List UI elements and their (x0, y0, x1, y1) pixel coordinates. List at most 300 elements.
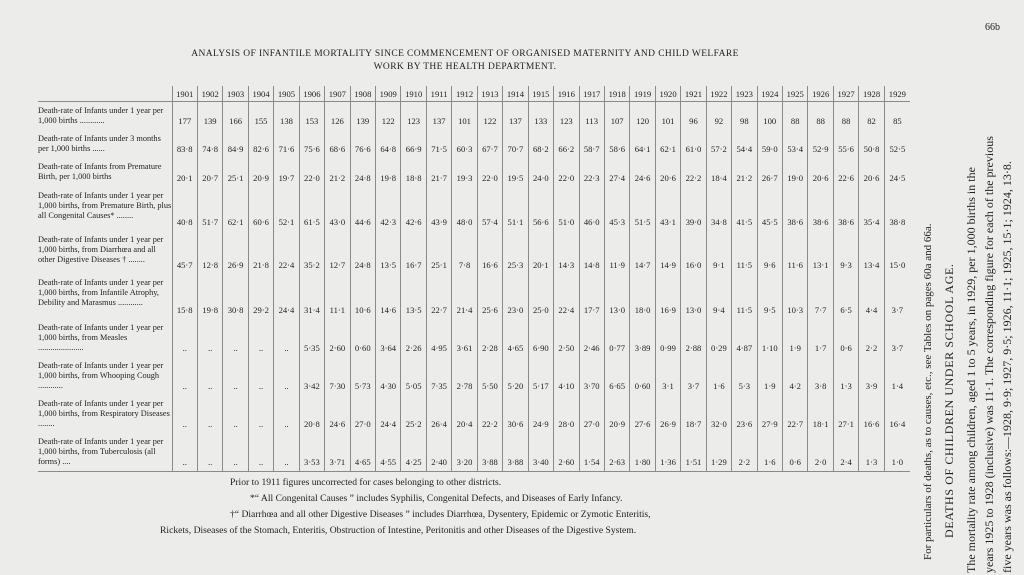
table-cell: 16·6 (477, 231, 502, 274)
table-cell: 60·3 (452, 130, 477, 158)
table-cell: 6·5 (833, 274, 858, 319)
table-cell: 3·88 (477, 433, 502, 472)
table-cell: 76·6 (350, 130, 375, 158)
table-cell: 22·3 (579, 158, 604, 187)
table-title (0, 48, 930, 74)
year-header: 1922 (706, 86, 731, 102)
table-cell: 51·5 (630, 187, 655, 231)
table-cell: 2·28 (477, 319, 502, 357)
year-header: 1917 (579, 86, 604, 102)
table-cell: 3·89 (630, 319, 655, 357)
year-header: 1910 (401, 86, 426, 102)
table-cell: 11·6 (783, 231, 808, 274)
table-cell: 3·7 (884, 319, 910, 357)
table-cell: 1·9 (757, 357, 782, 395)
table-cell: 1·3 (859, 433, 884, 472)
table-cell: 42·3 (376, 187, 401, 231)
table-cell: 12·8 (197, 231, 222, 274)
table-cell: 153 (299, 102, 324, 131)
table-cell: 24·4 (274, 274, 299, 319)
table-cell: .. (172, 319, 197, 357)
row-label: Death-rate of Infants under 1 year per 1,000 births, from Measles ...................... (38, 323, 164, 352)
table-cell: 27·6 (630, 395, 655, 433)
table-cell: 5·35 (299, 319, 324, 357)
table-cell: 82·6 (248, 130, 273, 158)
table-cell: .. (248, 395, 273, 433)
table-cell: 113 (579, 102, 604, 131)
table-cell: 58·7 (579, 130, 604, 158)
table-cell: 20·4 (452, 395, 477, 433)
table-cell: 19·7 (274, 158, 299, 187)
table-cell: 2·46 (579, 319, 604, 357)
side-heading: DEATHS OF CHILDREN UNDER SCHOOL AGE. (942, 263, 956, 538)
table-cell: 27·4 (604, 158, 629, 187)
table-cell: .. (197, 357, 222, 395)
table-cell: 9·3 (833, 231, 858, 274)
table-cell: 13·5 (401, 274, 426, 319)
table-cell: 2·88 (681, 319, 706, 357)
year-header: 1918 (604, 86, 629, 102)
table-cell: 10·3 (783, 274, 808, 319)
table-cell: 38·8 (884, 187, 910, 231)
table-cell: 126 (325, 102, 350, 131)
year-header: 1919 (630, 86, 655, 102)
table-cell: 16·0 (681, 231, 706, 274)
table-cell: 22·2 (681, 158, 706, 187)
table-row (38, 433, 910, 472)
table-cell: 2·40 (426, 433, 451, 472)
table-cell: .. (248, 357, 273, 395)
table-cell: 29·2 (248, 274, 273, 319)
table-cell: 68·2 (528, 130, 553, 158)
table-cell: 14·3 (554, 231, 579, 274)
table-cell: 2·78 (452, 357, 477, 395)
table-cell: 120 (630, 102, 655, 131)
table-cell: 6·90 (528, 319, 553, 357)
table-cell: 21·2 (732, 158, 757, 187)
table-cell: 22·6 (833, 158, 858, 187)
table-cell: 0·6 (833, 319, 858, 357)
table-cell: 24·6 (325, 395, 350, 433)
table-cell: 45·5 (757, 187, 782, 231)
table-cell: .. (197, 433, 222, 472)
table-cell: 30·6 (503, 395, 528, 433)
table-cell: 74·8 (197, 130, 222, 158)
table-cell: .. (274, 319, 299, 357)
table-cell: 38·6 (833, 187, 858, 231)
table-cell: 107 (604, 102, 629, 131)
table-cell: 25·1 (426, 231, 451, 274)
table-cell: 13·5 (376, 231, 401, 274)
table-cell: 19·5 (503, 158, 528, 187)
table-row (38, 102, 910, 131)
table-cell: 3·7 (681, 357, 706, 395)
table-cell: 22·4 (554, 274, 579, 319)
table-cell: .. (172, 357, 197, 395)
table-cell: 51·7 (197, 187, 222, 231)
table-cell: 3·88 (503, 433, 528, 472)
table-cell: 3·20 (452, 433, 477, 472)
table-cell: 51·0 (554, 187, 579, 231)
table-cell: 13·4 (859, 231, 884, 274)
table-cell: 21·7 (426, 158, 451, 187)
table-cell: 3·9 (859, 357, 884, 395)
table-cell: .. (274, 357, 299, 395)
table-cell: 14·8 (579, 231, 604, 274)
table-cell: .. (223, 433, 248, 472)
year-header: 1928 (859, 86, 884, 102)
table-cell: 133 (528, 102, 553, 131)
table-cell: 41·5 (732, 187, 757, 231)
year-header: 1906 (299, 86, 324, 102)
table-cell: 52·1 (274, 187, 299, 231)
note-digestive-diseases-cont: Rickets, Diseases of the Stomach, Enteritis, Obstruction of Intestine, Peritonitis and other Diseases of the Digestive System. (160, 525, 637, 536)
table-cell: 24·0 (528, 158, 553, 187)
table-cell: 64·1 (630, 130, 655, 158)
table-cell: 24·5 (884, 158, 910, 187)
table-cell: 1·9 (783, 319, 808, 357)
table-cell: 24·8 (350, 158, 375, 187)
table-cell: 25·0 (528, 274, 553, 319)
table-cell: 18·0 (630, 274, 655, 319)
table-cell: 0·77 (604, 319, 629, 357)
table-cell: 122 (376, 102, 401, 131)
table-cell: 139 (197, 102, 222, 131)
table-cell: 11·9 (604, 231, 629, 274)
table-cell: 2·4 (833, 433, 858, 472)
table-cell: 1·3 (833, 357, 858, 395)
table-cell: 13·1 (808, 231, 833, 274)
table-cell: 177 (172, 102, 197, 131)
year-header: 1925 (783, 86, 808, 102)
table-cell: 55·6 (833, 130, 858, 158)
side-body-line-3: five years was as follows:—1928, 9·9; 1927, 9·5; 1926, 11·1; 1925, 15·1; 1924, 13·8. (1000, 161, 1014, 573)
table-cell: 2·50 (554, 319, 579, 357)
table-cell: 22·0 (299, 158, 324, 187)
table-cell: 20·7 (197, 158, 222, 187)
table-cell: 0·99 (655, 319, 680, 357)
table-cell: 4·87 (732, 319, 757, 357)
table-cell: 44·6 (350, 187, 375, 231)
table-cell: 1·0 (884, 433, 910, 472)
table-cell: 4·25 (401, 433, 426, 472)
table-cell: 1·54 (579, 433, 604, 472)
table-cell: 20·8 (299, 395, 324, 433)
table-cell: 18·4 (706, 158, 731, 187)
table-cell: 42·6 (401, 187, 426, 231)
table-cell: 21·4 (452, 274, 477, 319)
table-cell: 27·9 (757, 395, 782, 433)
table-cell: 22·0 (477, 158, 502, 187)
year-header: 1927 (833, 86, 858, 102)
year-header: 1912 (452, 86, 477, 102)
title-line-1: ANALYSIS OF INFANTILE MORTALITY SINCE COMMENCEMENT OF ORGANISED MATERNITY AND CHILD WELFARE (191, 49, 739, 59)
title-line-2: WORK BY THE HEALTH DEPARTMENT. (373, 62, 557, 72)
table-cell: 19·8 (376, 158, 401, 187)
table-cell: 19·8 (197, 274, 222, 319)
note-congenital-causes: *“ All Congenital Causes ” includes Syphilis, Congenital Defects, and Diseases of Early Infancy. (250, 493, 623, 504)
table-cell: 9·4 (706, 274, 731, 319)
table-cell: 11·1 (325, 274, 350, 319)
row-label: Death-rate of Infants under 1 year per 1,000 births, from Respiratory Diseases ........ (38, 399, 170, 428)
table-cell: 3·64 (376, 319, 401, 357)
table-cell: 43·1 (655, 187, 680, 231)
table-cell: 5·3 (732, 357, 757, 395)
table-cell: 24·8 (350, 231, 375, 274)
year-header: 1929 (884, 86, 910, 102)
table-cell: 5·73 (350, 357, 375, 395)
table-cell: 3·7 (884, 274, 910, 319)
table-cell: 23·0 (503, 274, 528, 319)
table-cell: 27·1 (833, 395, 858, 433)
table-cell: 10·6 (350, 274, 375, 319)
table-cell: 166 (223, 102, 248, 131)
table-cell: 11·5 (732, 274, 757, 319)
side-section (912, 68, 1024, 573)
table-cell: 28·0 (554, 395, 579, 433)
table-cell: 34·8 (706, 187, 731, 231)
table-cell: 138 (274, 102, 299, 131)
table-cell: 88 (808, 102, 833, 131)
table-cell: 12·7 (325, 231, 350, 274)
table-cell: 22·4 (274, 231, 299, 274)
table-cell: 4·2 (783, 357, 808, 395)
year-header: 1921 (681, 86, 706, 102)
table-cell: 62·1 (655, 130, 680, 158)
table-cell: 23·6 (732, 395, 757, 433)
table-row (38, 319, 910, 357)
table-cell: 2·2 (732, 433, 757, 472)
year-header: 1926 (808, 86, 833, 102)
table-cell: 123 (554, 102, 579, 131)
table-cell: 9·5 (757, 274, 782, 319)
infant-mortality-table (38, 86, 910, 472)
table-cell: 4·4 (859, 274, 884, 319)
table-row (38, 357, 910, 395)
table-cell: 20·9 (604, 395, 629, 433)
table-cell: 3·40 (528, 433, 553, 472)
table-cell: 25·6 (477, 274, 502, 319)
table-cell: 96 (681, 102, 706, 131)
table-cell: 24·9 (528, 395, 553, 433)
table-cell: 6·65 (604, 357, 629, 395)
table-cell: 0·6 (783, 433, 808, 472)
table-cell: 14·9 (655, 231, 680, 274)
table-cell: 2·26 (401, 319, 426, 357)
table-cell: 19·3 (452, 158, 477, 187)
table-cell: .. (223, 357, 248, 395)
row-label: Death-rate of Infants under 1 year per 1,000 births, from Premature Birth, plus all Congenital Causes* ........ (38, 191, 172, 220)
table-cell: 54·4 (732, 130, 757, 158)
table-cell: 18·7 (681, 395, 706, 433)
table-row (38, 187, 910, 231)
table-cell: 9·1 (706, 231, 731, 274)
year-header-row (38, 86, 910, 102)
table-cell: 66·2 (554, 130, 579, 158)
table-cell: 3·42 (299, 357, 324, 395)
table-cell: 52·9 (808, 130, 833, 158)
table-cell: 22·7 (426, 274, 451, 319)
table-cell: 7·35 (426, 357, 451, 395)
table-cell: 40·8 (172, 187, 197, 231)
table-cell: 2·60 (554, 433, 579, 472)
row-label: Death-rate of Infants under 1 year per 1,000 births ............ (38, 106, 164, 125)
table-cell: 30·8 (223, 274, 248, 319)
table-cell: 2·2 (859, 319, 884, 357)
table-cell: 35·4 (859, 187, 884, 231)
table-cell: 1·6 (706, 357, 731, 395)
table-cell: 5·05 (401, 357, 426, 395)
table-cell: 100 (757, 102, 782, 131)
row-label: Death-rate of Infants under 1 year per 1,000 births, from Whooping Cough ............ (38, 361, 164, 390)
table-cell: 75·6 (299, 130, 324, 158)
table-cell: 7·8 (452, 231, 477, 274)
table-cell: 71·5 (426, 130, 451, 158)
table-cell: 18·1 (808, 395, 833, 433)
table-cell: 1·29 (706, 433, 731, 472)
row-label: Death-rate of Infants under 3 months per 1,000 births ...... (38, 134, 161, 153)
table-cell: 3·70 (579, 357, 604, 395)
year-header: 1913 (477, 86, 502, 102)
table-cell: 39·0 (681, 187, 706, 231)
year-header: 1909 (376, 86, 401, 102)
table-cell: 21·8 (248, 231, 273, 274)
table-cell: .. (274, 395, 299, 433)
table-cell: 52·5 (884, 130, 910, 158)
note-digestive-diseases: †“ Diarrhœa and all other Digestive Diseases ” includes Diarrhœa, Dysentery, Epidemic or Zymotic Enteritis, (230, 509, 651, 520)
table-cell: 2·63 (604, 433, 629, 472)
table-cell: 27·0 (350, 395, 375, 433)
year-header: 1903 (223, 86, 248, 102)
row-label: Death-rate of Infants under 1 year per 1,000 births, from Infantile Atrophy, Debility and Marasmus ............ (38, 278, 164, 307)
table-cell: 61·5 (299, 187, 324, 231)
table-cell: 4·55 (376, 433, 401, 472)
table-cell: 88 (833, 102, 858, 131)
table-cell: 68·6 (325, 130, 350, 158)
table-cell: 92 (706, 102, 731, 131)
table-cell: 25·3 (503, 231, 528, 274)
page-number: 66b (985, 22, 1000, 33)
table-cell: .. (223, 395, 248, 433)
table-cell: 18·8 (401, 158, 426, 187)
year-header: 1905 (274, 86, 299, 102)
year-header: 1907 (325, 86, 350, 102)
table-cell: 4·65 (350, 433, 375, 472)
table-cell: 51·1 (503, 187, 528, 231)
row-label: Death-rate of Infants under 1 year per 1,000 births, from Tuberculosis (all forms) .... (38, 433, 172, 472)
table-cell: 60·6 (248, 187, 273, 231)
table-cell: 88 (783, 102, 808, 131)
side-body-line-2: years 1925 to 1928 (inclusive) was 11·1. The corresponding figure for each of the previous (982, 136, 996, 573)
table-cell: .. (172, 395, 197, 433)
year-header: 1902 (197, 86, 222, 102)
table-cell: 46·0 (579, 187, 604, 231)
table-cell: 25·1 (223, 158, 248, 187)
table-cell: 2·0 (808, 433, 833, 472)
table-cell: 122 (477, 102, 502, 131)
side-footnote: For particulars of deaths, as to causes, etc., see Tables on pages 60a and 66a. (922, 223, 934, 560)
table-cell: 139 (350, 102, 375, 131)
year-header: 1920 (655, 86, 680, 102)
row-label: Death-rate of Infants under 1 year per 1,000 births, from Diarrhœa and all other Digestive Diseases † ........ (38, 235, 164, 264)
table-cell: 16·9 (655, 274, 680, 319)
table-cell: 15·0 (884, 231, 910, 274)
table-cell: 22·0 (554, 158, 579, 187)
table-cell: 64·8 (376, 130, 401, 158)
table-cell: 137 (426, 102, 451, 131)
table-cell: .. (197, 319, 222, 357)
table-cell: 7·30 (325, 357, 350, 395)
table-cell: 57·2 (706, 130, 731, 158)
table-cell: 16·7 (401, 231, 426, 274)
table-cell: 20·6 (859, 158, 884, 187)
table-cell: 20·1 (172, 158, 197, 187)
table-cell: 26·7 (757, 158, 782, 187)
year-header: 1915 (528, 86, 553, 102)
table-row (38, 158, 910, 187)
note-prior-1911: Prior to 1911 figures uncorrected for cases belonging to other districts. (230, 477, 502, 488)
table-cell: 20·1 (528, 231, 553, 274)
table-cell: 50·8 (859, 130, 884, 158)
table-cell: 1·10 (757, 319, 782, 357)
table-cell: 70·7 (503, 130, 528, 158)
table-cell: 14·6 (376, 274, 401, 319)
side-body-line-1: The mortality rate among children, aged 1 to 5 years, in 1929, per 1,000 births in the (964, 167, 978, 573)
table-cell: 4·95 (426, 319, 451, 357)
table-cell: 1·6 (757, 433, 782, 472)
table-cell: 67·7 (477, 130, 502, 158)
table-cell: 13·0 (604, 274, 629, 319)
table-cell: 4·65 (503, 319, 528, 357)
table-cell: 101 (452, 102, 477, 131)
table-cell: 4·10 (554, 357, 579, 395)
table-cell: 20·6 (808, 158, 833, 187)
year-header: 1924 (757, 86, 782, 102)
table-cell: 11·5 (732, 231, 757, 274)
table-cell: 82 (859, 102, 884, 131)
table-row (38, 130, 910, 158)
table-cell: 32·0 (706, 395, 731, 433)
table-cell: 25·2 (401, 395, 426, 433)
table-cell: 59·0 (757, 130, 782, 158)
table-cell: .. (223, 319, 248, 357)
table-cell: 71·6 (274, 130, 299, 158)
table-cell: 0·60 (630, 357, 655, 395)
table-cell: 123 (401, 102, 426, 131)
table-cell: 38·6 (808, 187, 833, 231)
table-cell: .. (248, 433, 273, 472)
table-cell: 3·61 (452, 319, 477, 357)
table-cell: 43·0 (325, 187, 350, 231)
table-cell: 98 (732, 102, 757, 131)
row-label: Death-rate of Infants from Premature Birth, per 1,000 births (38, 162, 162, 181)
table-cell: .. (197, 395, 222, 433)
table-cell: 45·7 (172, 231, 197, 274)
table-cell: .. (172, 433, 197, 472)
table-cell: 26·9 (223, 231, 248, 274)
table-cell: 53·4 (783, 130, 808, 158)
table-cell: 7·7 (808, 274, 833, 319)
table-cell: 2·60 (325, 319, 350, 357)
table-cell: 137 (503, 102, 528, 131)
table-cell: 1·51 (681, 433, 706, 472)
table-cell: 38·6 (783, 187, 808, 231)
table-cell: 35·2 (299, 231, 324, 274)
table-cell: 3·1 (655, 357, 680, 395)
table-cell: 85 (884, 102, 910, 131)
table-cell: 0·60 (350, 319, 375, 357)
table-cell: 4·30 (376, 357, 401, 395)
